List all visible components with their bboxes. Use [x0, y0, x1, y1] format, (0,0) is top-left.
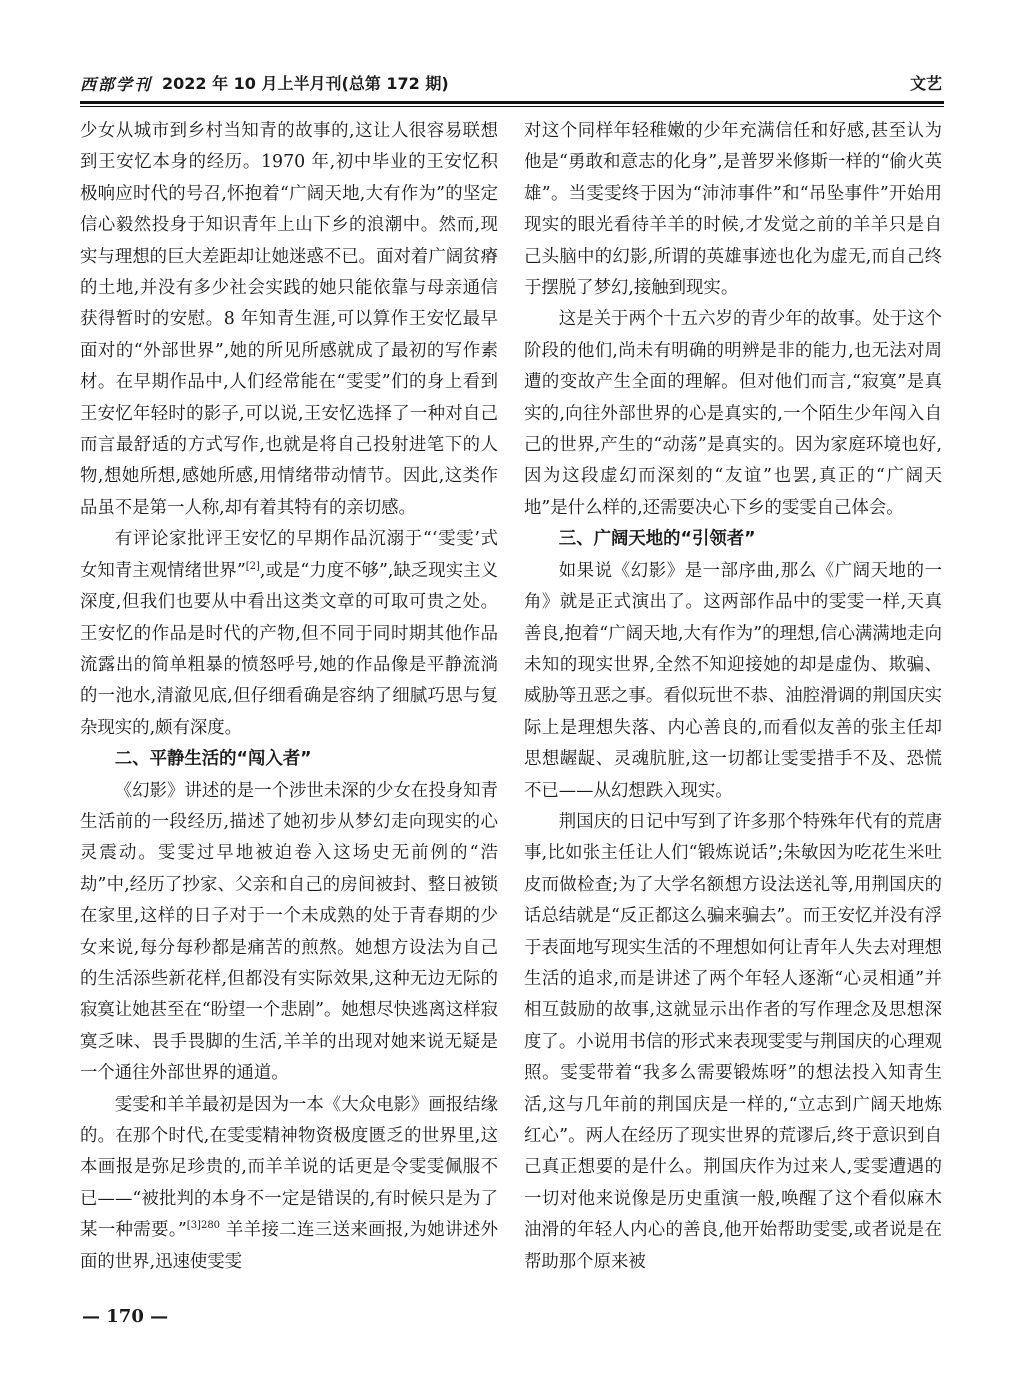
citation-ref: [2] — [245, 560, 260, 572]
paragraph: 这是关于两个十五六岁的青少年的故事。处于这个阶段的他们,尚未有明确的明辨是非的能力,也无法对周遭的变故产生全面的理解。但对他们而言,“寂寞”是真实的,向往外部世界的心是真实的,一个陌生少年闯入自己的世界,产生的“动荡”是真实的。因为家庭环境也好,因为这段虚幻而深刻的“友谊”也罢,真正的“广阔天地”是什么样的,还需要决心下乡的雯雯自己体会。 — [524, 309, 942, 518]
paragraph-text: ,或是“力度不够”,缺乏现实主义深度,但我们也要从中看出这类文章的可取可贵之处。王安忆的作品是时代的产物,但不同于同时期其他作品流露出的简单粗暴的愤怒呼号,她的作品像是平静流淌的一池水,清澈见底,但仔细看确是容纳了细腻巧思与复杂现实的,颇有深度。 — [80, 560, 498, 738]
left-column — [80, 116, 498, 1278]
paragraph-text: 雯雯和羊羊最初是因为一本《大众电影》画报结缘的。在那个时代,在雯雯精神物资极度匮乏的世界里,这本画报是弥足珍贵的,而羊羊说的话更是令雯雯佩服不已——“被批判的本身不一定是错误的,有时候只是为了某一种需要。” — [80, 1094, 498, 1241]
right-column — [524, 116, 942, 1278]
paragraph: 少女从城市到乡村当知青的故事的,这让人很容易联想到王安忆本身的经历。1970 年,初中毕业的王安忆积极响应时代的号召,怀抱着“广阔天地,大有作为”的坚定信心毅然投身于知识青年上山下乡的浪潮中。然而,现实与理想的巨大差距却让她迷惑不已。面对着广阔贫瘠的土地,并没有多少社会实践的她只能依靠与母亲通信获得暂时的安慰。8 年知青生涯,可以算作王安忆最早面对的“外部世界”,她的所见所感就成了最初的写作素材。在早期作品中,人们经常能在“雯雯”们的身上看到王安忆年轻时的影子,可以说,王安忆选择了一种对自己而言最舒适的方式写作,也就是将自己投射进笔下的人物,想她所想,感她所感,用情绪带动情节。因此,这类作品虽不是第一人称,却有着其特有的亲切感。 — [80, 121, 498, 518]
paragraph-text: 有评论家批评王安忆的早期作品沉溺于“‘雯雯’式女知青主观情绪世界” — [80, 529, 498, 581]
paragraph: 《幻影》讲述的是一个涉世未深的少女在投身知青生活前的一段经历,描述了她初步从梦幻走向现实的心灵震动。雯雯过早地被迫卷入这场史无前例的“浩劫”中,经历了抄家、父亲和自己的房间被封、整日被锁在家里,这样的日子对于一个未成熟的处于青春期的少女来说,每分每秒都是痛苦的煎熬。她想方设法为自己的生活添些新花样,但都没有实际效果,这种无边无际的寂寞让她甚至在“盼望一个悲剧”。她想尽快逃离这样寂寞乏味、畏手畏脚的生活,羊羊的出现对她来说无疑是一个通往外部世界的通道。 — [80, 780, 498, 1084]
page-number: — 170 — — [82, 1306, 169, 1327]
paragraph — [80, 524, 498, 744]
section-heading: 二、平静生活的“闯入者” — [114, 749, 312, 770]
paragraph: 如果说《幻影》是一部序曲,那么《广阔天地的一角》就是正式演出了。这两部作品中的雯雯一样,天真善良,抱着“广阔天地,大有作为”的理想,信心满满地走向未知的现实世界,全然不知迎接她的却是虚伪、欺骗、威胁等丑恶之事。看似玩世不恭、油腔滑调的荆国庆实际上是理想失落、内心善良的,而看似友善的张主任却思想龌龊、灵魂肮脏,这一切都让雯雯措手不及、恐慌不已——从幻想跌入现实。 — [524, 560, 942, 801]
header-rule-thin — [80, 106, 944, 107]
issue-info: 2022 年 10 月上半月刊(总第 172 期) — [162, 74, 449, 93]
journal-masthead: 西部学刊 — [80, 75, 153, 94]
header-rule-thick — [80, 101, 944, 104]
paragraph — [80, 1090, 498, 1278]
citation-ref: [3]280 — [186, 1220, 221, 1232]
page-header — [80, 68, 944, 98]
section-heading: 三、广阔天地的“引领者” — [558, 529, 756, 550]
paragraph-text: 羊羊接二连三送来画报,为她讲述外面的世界,迅速使雯雯 — [80, 1220, 498, 1272]
paragraph: 对这个同样年轻稚嫩的少年充满信任和好感,甚至认为他是“勇敢和意志的化身”,是普罗米修斯一样的“偷火英雄”。当雯雯终于因为“沛沛事件”和“吊坠事件”开始用现实的眼光看待羊羊的时候,才发觉之前的羊羊只是自己头脑中的幻影,所谓的英雄事迹也化为虚无,而自己终于摆脱了梦幻,接触到现实。 — [524, 121, 942, 299]
paragraph: 荆国庆的日记中写到了许多那个特殊年代有的荒唐事,比如张主任让人们“锻炼说话”;朱敏因为吃花生米吐皮而做检查;为了大学名额想方设法送礼等,用荆国庆的话总结就是“反正都这么骗来骗去”。而王安忆并没有浮于表面地写现实生活的不理想如何让青年人失去对理想生活的追求,而是讲述了两个年轻人逐渐“心灵相通”并相互鼓励的故事,这就显示出作者的写作理念及思想深度了。小说用书信的形式来表现雯雯与荆国庆的心理观照。雯雯带着“我多么需要锻炼呀”的想法投入知青生活,这与几年前的荆国庆是一样的,“立志到广阔天地炼红心”。两人在经历了现实世界的荒谬后,终于意识到自己真正想要的是什么。荆国庆作为过来人,雯雯遭遇的一切对他来说像是历史重演一般,唤醒了这个看似麻木油滑的年轻人内心的善良,他开始帮助雯雯,或者说是在帮助那个原来被 — [524, 811, 942, 1272]
section-name: 文艺 — [909, 74, 942, 93]
